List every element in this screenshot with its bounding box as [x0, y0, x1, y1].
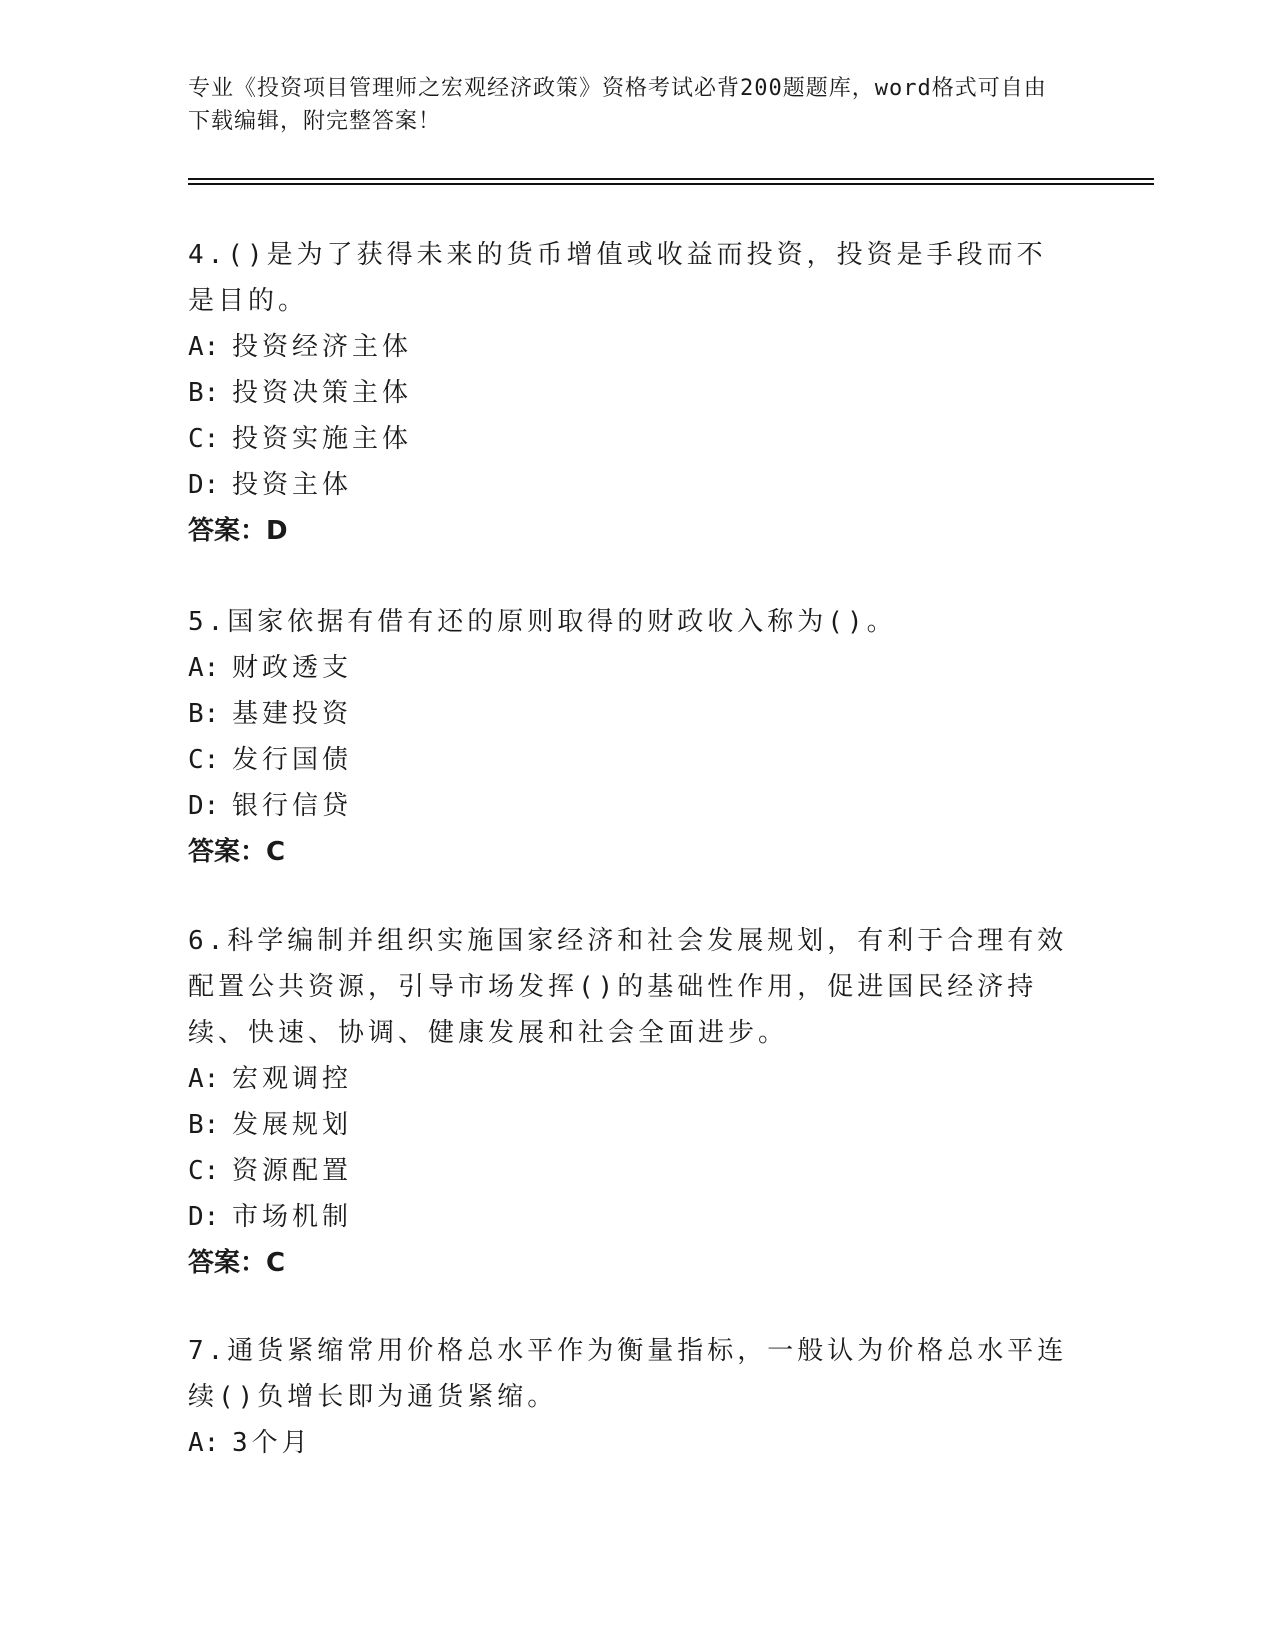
option-c: [188, 416, 1068, 462]
option-text: 投资主体: [232, 470, 353, 500]
option-letter: C:: [188, 424, 220, 454]
option-text: 投资实施主体: [232, 424, 413, 454]
option-text: 投资经济主体: [232, 332, 413, 362]
option-text: 基建投资: [232, 699, 353, 729]
option-letter: D:: [188, 791, 220, 821]
option-a: [188, 324, 1068, 370]
option-text: 宏观调控: [232, 1064, 353, 1094]
question-7: [188, 1328, 1068, 1466]
option-text: 市场机制: [232, 1202, 353, 1232]
option-letter: A:: [188, 332, 220, 362]
option-c: [188, 737, 1068, 783]
question-5: [188, 599, 1068, 875]
option-letter: A:: [188, 653, 220, 683]
option-text: 资源配置: [232, 1156, 353, 1186]
option-letter: B:: [188, 378, 220, 408]
answer-key: 答案：C: [188, 837, 286, 867]
option-a: [188, 1420, 1068, 1466]
question-stem: 6.科学编制并组织实施国家经济和社会发展规划，有利于合理有效配置公共资源，引导市场发挥()的基础性作用，促进国民经济持续、快速、协调、健康发展和社会全面进步。: [188, 926, 1068, 1048]
option-letter: B:: [188, 1110, 220, 1140]
option-letter: A:: [188, 1428, 220, 1458]
option-text: 发行国债: [232, 745, 353, 775]
question-6: [188, 918, 1068, 1286]
option-d: [188, 1194, 1068, 1240]
option-a: [188, 1056, 1068, 1102]
option-text: 银行信贷: [232, 791, 353, 821]
option-text: 发展规划: [232, 1110, 353, 1140]
option-text: 财政透支: [232, 653, 353, 683]
document-intro: 专业《投资项目管理师之宏观经济政策》资格考试必背200题题库，word格式可自由下载编辑，附完整答案！: [188, 76, 1047, 134]
option-a: [188, 645, 1068, 691]
option-letter: D:: [188, 1202, 220, 1232]
option-b: [188, 370, 1068, 416]
question-stem: 5.国家依据有借有还的原则取得的财政收入称为()。: [188, 607, 897, 637]
question-stem: 4.()是为了获得未来的货币增值或收益而投资，投资是手段而不是目的。: [188, 240, 1047, 316]
option-b: [188, 691, 1068, 737]
option-letter: C:: [188, 1156, 220, 1186]
answer-key: 答案：D: [188, 516, 288, 546]
header-divider-top: [188, 178, 1154, 180]
question-stem: 7.通货紧缩常用价格总水平作为衡量指标，一般认为价格总水平连续()负增长即为通货紧缩。: [188, 1336, 1068, 1412]
option-text: 投资决策主体: [232, 378, 413, 408]
option-d: [188, 783, 1068, 829]
option-b: [188, 1102, 1068, 1148]
option-letter: A:: [188, 1064, 220, 1094]
option-letter: C:: [188, 745, 220, 775]
header-divider-bottom: [188, 183, 1154, 185]
option-letter: B:: [188, 699, 220, 729]
answer-key: 答案：C: [188, 1248, 286, 1278]
option-text: 3个月: [232, 1428, 312, 1458]
question-4: [188, 232, 1068, 554]
option-d: [188, 462, 1068, 508]
option-c: [188, 1148, 1068, 1194]
option-letter: D:: [188, 470, 220, 500]
